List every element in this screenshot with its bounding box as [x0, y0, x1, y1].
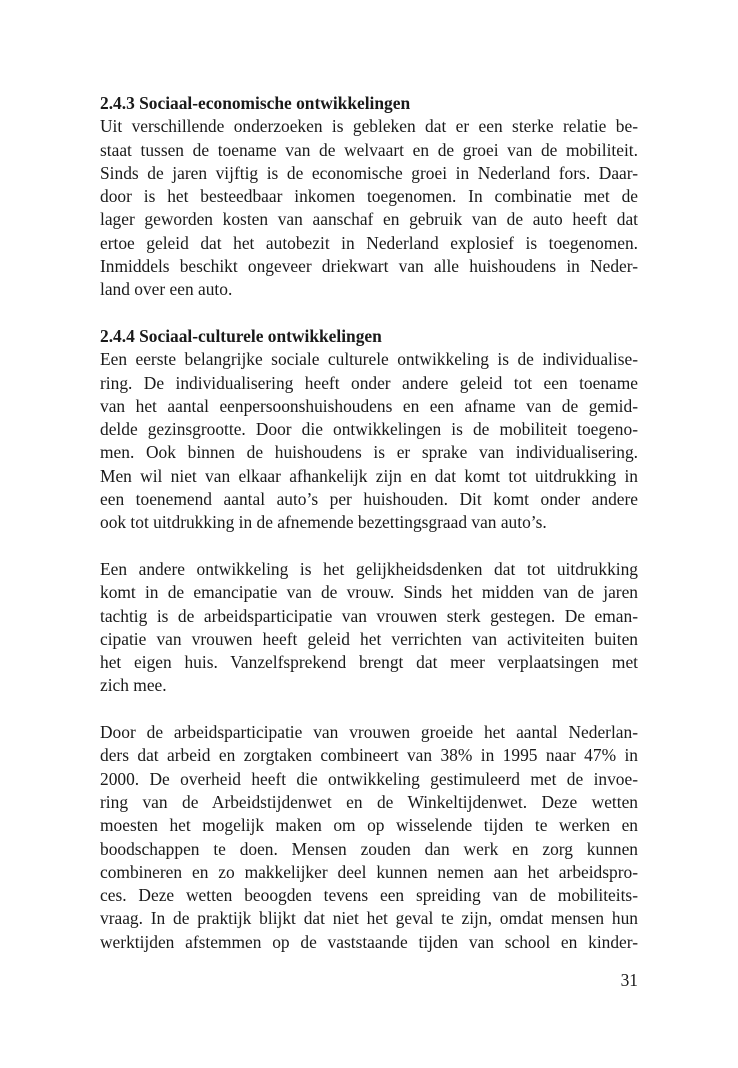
text-line: 2000. De overheid heeft die ontwikkeling gestimuleerd met de invoe- — [100, 768, 638, 789]
text-line: Uit verschillende onderzoeken is gebleken dat er een sterke relatie be- — [100, 116, 638, 137]
text-line: land over een auto. — [100, 279, 233, 300]
paragraph-spacer — [100, 698, 638, 721]
text-line: ook tot uitdrukking in de afnemende bezettingsgraad van auto’s. — [100, 512, 547, 533]
paragraph-cultural-3 — [100, 721, 638, 954]
text-line: Door de arbeidsparticipatie van vrouwen groeide het aantal Nederlan- — [100, 722, 638, 743]
text-line: lager geworden kosten van aanschaf en gebruik van de auto heeft dat — [100, 209, 638, 230]
text-line: vraag. In de praktijk blijkt dat niet het geval te zijn, omdat mensen hun — [100, 908, 638, 929]
text-line: Men wil niet van elkaar afhankelijk zijn en dat komt tot uitdrukking in — [100, 465, 638, 486]
text-line: Een eerste belangrijke sociale culturele ontwikkeling is de individualise- — [100, 349, 638, 370]
paragraph-cultural-2 — [100, 558, 638, 698]
text-line: Een andere ontwikkeling is het gelijkheidsdenken dat tot uitdrukking — [100, 558, 638, 579]
text-line: combineren en zo makkelijker deel kunnen nemen aan het arbeidspro- — [100, 861, 638, 882]
text-line: ring van de Arbeidstijdenwet en de Winkeltijdenwet. Deze wetten — [100, 791, 638, 812]
text-line: men. Ook binnen de huishoudens is er sprake van individualisering. — [100, 442, 638, 463]
text-line: Sinds de jaren vijftig is de economische groei in Nederland fors. Daar- — [100, 162, 638, 183]
text-line: werktijden afstemmen op de vaststaande tijden van school en kinder- — [100, 931, 638, 952]
text-line: cipatie van vrouwen heeft geleid het verrichten van activiteiten buiten — [100, 628, 638, 649]
paragraph-cultural-1 — [100, 348, 638, 534]
paragraph-spacer — [100, 535, 638, 558]
text-line: moesten het mogelijk maken om op wisselende tijden te werken en — [100, 815, 638, 836]
text-line: ring. De individualisering heeft onder andere geleid tot een toename — [100, 372, 638, 393]
text-line: zich mee. — [100, 675, 167, 696]
text-line: Inmiddels beschikt ongeveer driekwart van alle huishoudens in Neder- — [100, 256, 638, 277]
page-number: 31 — [620, 970, 638, 990]
text-line: ders dat arbeid en zorgtaken combineert van 38% in 1995 naar 47% in — [100, 745, 638, 766]
text-line: ertoe geleid dat het autobezit in Nederland explosief is toegenomen. — [100, 232, 638, 253]
text-line: van het aantal eenpersoonshuishoudens en een afname van de gemid- — [100, 395, 638, 416]
text-line: boodschappen te doen. Mensen zouden dan werk en zorg kunnen — [100, 838, 638, 859]
text-line: een toenemend aantal auto’s per huishouden. Dit komt onder andere — [100, 489, 638, 510]
text-line: door is het besteedbaar inkomen toegenomen. In combinatie met de — [100, 186, 638, 207]
paragraph-spacer — [100, 302, 638, 325]
text-line: ces. Deze wetten beoogden tevens een spreiding van de mobiliteits- — [100, 885, 638, 906]
page-body — [100, 92, 638, 954]
text-line: delde gezinsgrootte. Door die ontwikkelingen is de mobiliteit toegeno- — [100, 419, 638, 440]
text-line: komt in de emancipatie van de vrouw. Sinds het midden van de jaren — [100, 582, 638, 603]
section-heading-2-4-4: 2.4.4 Sociaal-culturele ontwikkelingen — [100, 325, 382, 346]
paragraph-economic-1 — [100, 115, 638, 301]
text-line: tachtig is de arbeidsparticipatie van vrouwen sterk gestegen. De eman- — [100, 605, 638, 626]
text-line: staat tussen de toename van de welvaart en de groei van de mobiliteit. — [100, 139, 638, 160]
text-line: het eigen huis. Vanzelfsprekend brengt dat meer verplaatsingen met — [100, 652, 638, 673]
section-heading-2-4-3: 2.4.3 Sociaal-economische ontwikkelingen — [100, 93, 411, 113]
